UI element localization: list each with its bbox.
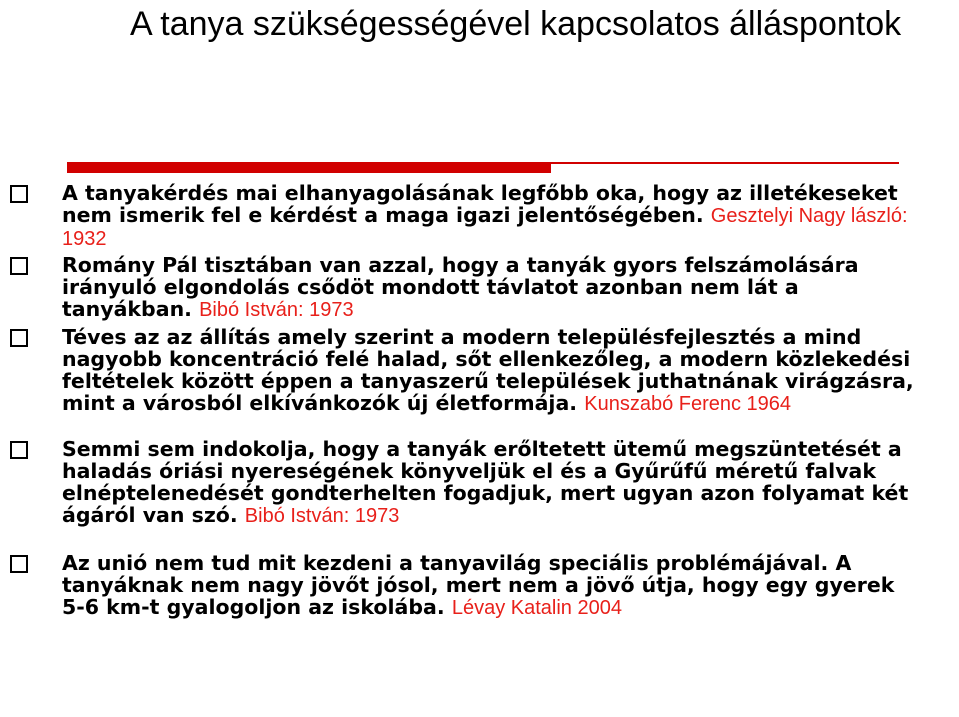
bullet-square-icon	[10, 257, 28, 275]
bullet-citation: Bibó István: 1973	[244, 505, 400, 527]
title-underline-thin	[551, 162, 899, 164]
bullet-item	[62, 326, 922, 415]
bullet-item	[62, 552, 922, 619]
bullet-square-icon	[10, 185, 28, 203]
bullet-item	[62, 438, 922, 527]
bullet-text: A tanyakérdés mai elhanyagolásának legfőbb oka, hogy az illetékeseket nem ismerik fel e kérdést a maga igazi jelentőségében.	[62, 181, 898, 227]
title-underline-thick	[67, 162, 551, 173]
bullet-item	[62, 182, 922, 250]
bullet-citation: Gesztelyi Nagy lászló: 1932	[62, 205, 908, 250]
slide-title: A tanya szükségességével kapcsolatos álláspontok	[130, 5, 902, 43]
bullet-text: Romány Pál tisztában van azzal, hogy a tanyák gyors felszámolására irányuló elgondolás csődöt mondott távlatot azonban nem lát a tanyákban.	[62, 253, 859, 321]
bullet-square-icon	[10, 555, 28, 573]
bullet-item	[62, 254, 922, 321]
bullet-citation: Lévay Katalin 2004	[451, 597, 622, 619]
bullet-citation: Bibó István: 1973	[199, 299, 354, 321]
bullet-citation: Kunszabó Ferenc 1964	[584, 393, 792, 415]
bullet-square-icon	[10, 329, 28, 347]
bullet-text: Téves az az állítás amely szerint a modern településfejlesztés a mind nagyobb koncentráció felé halad, sőt ellenkezőleg, a modern közlekedési feltételek között éppen a tanyaszerű települések juthatnának virágzásra, mint a városból elkívánkozók új életformája.	[62, 325, 914, 415]
bullet-text: Semmi sem indokolja, hogy a tanyák erőltetett ütemű megszüntetését a haladás óriási nyereségének könyveljük el és a Gyűrűfű méretű falvak elnéptelenedését gondterhelten fogadjuk, mert ugyan azon folyamat két ágáról van szó.	[62, 437, 909, 527]
bullet-text: Az unió nem tud mit kezdeni a tanyavilág speciális problémájával. A tanyáknak nem nagy jövőt jósol, mert nem a jövő útja, hogy egy gyerek 5-6 km-t gyalogoljon az iskolába.	[62, 551, 895, 619]
bullet-square-icon	[10, 441, 28, 459]
